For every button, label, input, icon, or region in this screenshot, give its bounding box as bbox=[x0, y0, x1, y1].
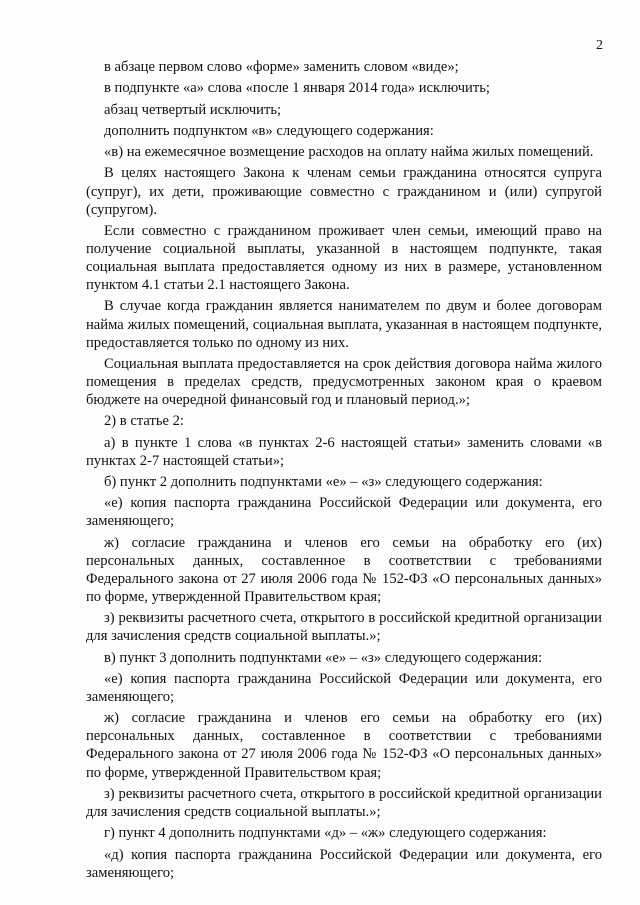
paragraph: з) реквизиты расчетного счета, открытого в российской кредитной организации для зачисления средств социальной выплаты.»; bbox=[86, 785, 602, 820]
paragraph: ж) согласие гражданина и членов его семьи на обработку его (их) персональных данных, составленное в соответствии с требованиями Федерального закона от 27 июля 2006 года № 152-ФЗ «О персональных данных» по форме, утвержденной Правительством края; bbox=[86, 534, 602, 605]
paragraph: абзац четвертый исключить; bbox=[104, 101, 282, 118]
paragraph: в) пункт 3 дополнить подпунктами «е» – «з» следующего содержания: bbox=[104, 649, 543, 666]
paragraph: дополнить подпунктом «в» следующего содержания: bbox=[104, 122, 434, 139]
paragraph: Социальная выплата предоставляется на срок действия договора найма жилого помещения в пределах средств, предусмотренных законом края о краевом бюджете на очередной финансовый год и плановый период.»; bbox=[86, 355, 602, 409]
paragraph: в подпункте «а» слова «после 1 января 2014 года» исключить; bbox=[104, 80, 490, 97]
paragraph: г) пункт 4 дополнить подпунктами «д» – «ж» следующего содержания: bbox=[104, 825, 547, 842]
paragraph: В случае когда гражданин является нанимателем по двум и более договорам найма жилых помещений, социальная выплата, указанная в настоящем подпункте, предоставляется только по одному из них. bbox=[86, 298, 602, 351]
paragraph: В целях настоящего Закона к членам семьи гражданина относятся супруга (супруг), их дети, проживающие совместно с гражданином и (или) супругой (супругом). bbox=[86, 165, 602, 218]
paragraph: «д) копия паспорта гражданина Российской Федерации или документа, его заменяющего; bbox=[86, 846, 602, 881]
paragraph: «е) копия паспорта гражданина Российской Федерации или документа, его заменяющего; bbox=[86, 670, 602, 705]
paragraph: 2) в статье 2: bbox=[104, 413, 184, 430]
paragraph: ж) согласие гражданина и членов его семьи на обработку его (их) персональных данных, составленное в соответствии с требованиями Федерального закона от 27 июля 2006 года № 152-ФЗ «О персональных данных» по форме, утвержденной Правительством края; bbox=[86, 710, 602, 781]
page-number: 2 bbox=[596, 38, 603, 53]
document-body bbox=[86, 58, 602, 882]
paragraph: «в) на ежемесячное возмещение расходов на оплату найма жилых помещений. bbox=[104, 144, 594, 161]
paragraph: Если совместно с гражданином проживает член семьи, имеющий право на получение социальной выплаты, указанной в настоящем подпункте, такая социальная выплата предоставляется одному из них в размере, установленном пунктом 4.1 статьи 2.1 настоящего Закона. bbox=[86, 222, 602, 294]
paragraph: з) реквизиты расчетного счета, открытого в российской кредитной организации для зачисления средств социальной выплаты.»; bbox=[86, 610, 602, 645]
paragraph: в абзаце первом слово «форме» заменить словом «виде»; bbox=[104, 59, 459, 75]
paragraph: «е) копия паспорта гражданина Российской Федерации или документа, его заменяющего; bbox=[86, 495, 602, 530]
paragraph: б) пункт 2 дополнить подпунктами «е» – «з» следующего содержания: bbox=[104, 474, 543, 491]
paragraph: а) в пункте 1 слова «в пунктах 2-6 настоящей статьи» заменить словами «в пунктах 2-7 настоящей статьи»; bbox=[86, 434, 602, 469]
